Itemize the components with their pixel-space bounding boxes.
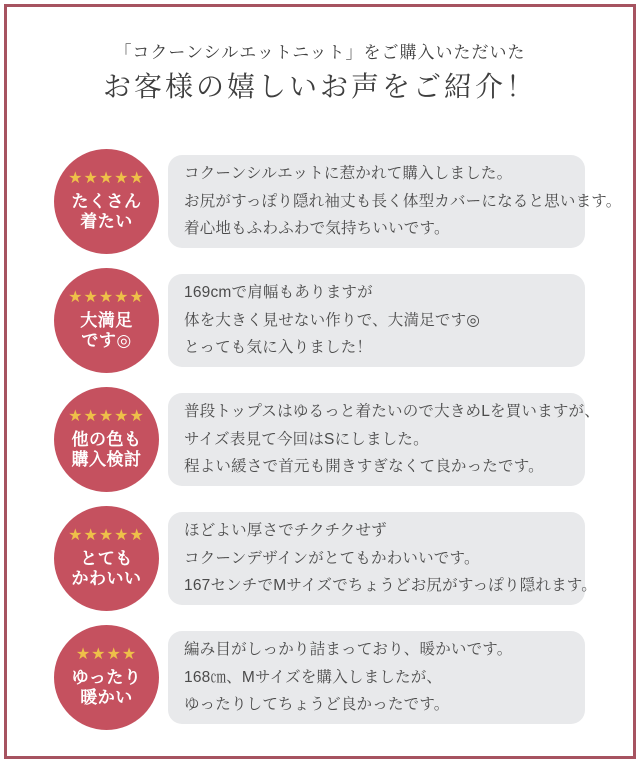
review-text-line: 体を大きく見せない作りで、大満足です◎ — [184, 311, 481, 329]
badge-label-line2: 着たい — [80, 212, 133, 231]
review-text-line: 169cmで肩幅もありますが — [184, 284, 373, 302]
review-badge — [54, 625, 159, 730]
review-text-line: 編み目がしっかり詰まっており、暖かいです。 — [184, 641, 513, 659]
review-item-2 — [0, 274, 640, 367]
review-bubble — [168, 393, 600, 486]
review-badge — [54, 387, 159, 492]
review-badge — [54, 506, 159, 611]
review-item-1 — [0, 155, 640, 248]
review-item-4 — [0, 512, 640, 605]
star-rating: ★★★★★ — [68, 408, 145, 425]
badge-label-line1: 大満足 — [80, 311, 133, 330]
review-item-5 — [0, 631, 640, 724]
review-bubble — [168, 155, 622, 248]
review-text-line: ゆったりしてちょうど良かったです。 — [184, 696, 450, 714]
review-text-line: ほどよい厚さでチクチクせず — [184, 522, 387, 540]
review-text-line: 168㎝、Mサイズを購入しましたが、 — [184, 668, 443, 686]
badge-label-line2: 購入検討 — [71, 450, 142, 469]
review-text-line: 程よい緩さで首元も開きすぎなくて良かったです。 — [184, 458, 544, 476]
page-title: お客様の嬉しいお声をご紹介！ — [102, 72, 537, 103]
review-bubble — [168, 512, 597, 605]
review-badge — [54, 149, 159, 254]
review-bubble — [168, 274, 585, 367]
badge-label-line2: です◎ — [81, 331, 132, 350]
star-rating: ★★★★★ — [68, 527, 145, 544]
badge-label-line1: 他の色も — [71, 430, 142, 449]
star-rating: ★★★★★ — [68, 289, 145, 306]
badge-label-line2: 暖かい — [80, 688, 133, 707]
review-text-line: 167センチでMサイズでちょうどお尻がすっぽり隠れます。 — [184, 577, 597, 595]
badge-label-line1: とても — [80, 549, 133, 568]
review-text-line: 着心地もふわふわで気持ちいいです。 — [184, 220, 450, 238]
star-rating: ★★★★ — [75, 646, 138, 663]
badge-label-line1: たくさん — [71, 192, 142, 211]
review-text-line: サイズ表見て今回はSにしました。 — [184, 430, 429, 448]
review-text-line: とっても気に入りました！ — [184, 339, 373, 357]
badge-label-line1: ゆったり — [71, 668, 142, 687]
review-text-line: 普段トップスはゆるっと着たいので大きめLを買いますが、 — [184, 403, 600, 421]
star-rating: ★★★★★ — [68, 170, 145, 187]
review-badge — [54, 268, 159, 373]
review-bubble — [168, 631, 585, 724]
review-list — [0, 155, 640, 750]
review-text-line: コクーンデザインがとてもかわいいです。 — [184, 549, 480, 567]
review-text-line: お尻がすっぽり隠れ袖丈も長く体型カバーになると思います。 — [184, 192, 622, 210]
banner-header — [0, 42, 640, 106]
badge-label-line2: かわいい — [71, 569, 142, 588]
review-text-line: コクーンシルエットに惹かれて購入しました。 — [184, 165, 513, 183]
banner-subtitle: 「コクーンシルエットニット」をご購入いただいた — [114, 43, 526, 62]
review-item-3 — [0, 393, 640, 486]
